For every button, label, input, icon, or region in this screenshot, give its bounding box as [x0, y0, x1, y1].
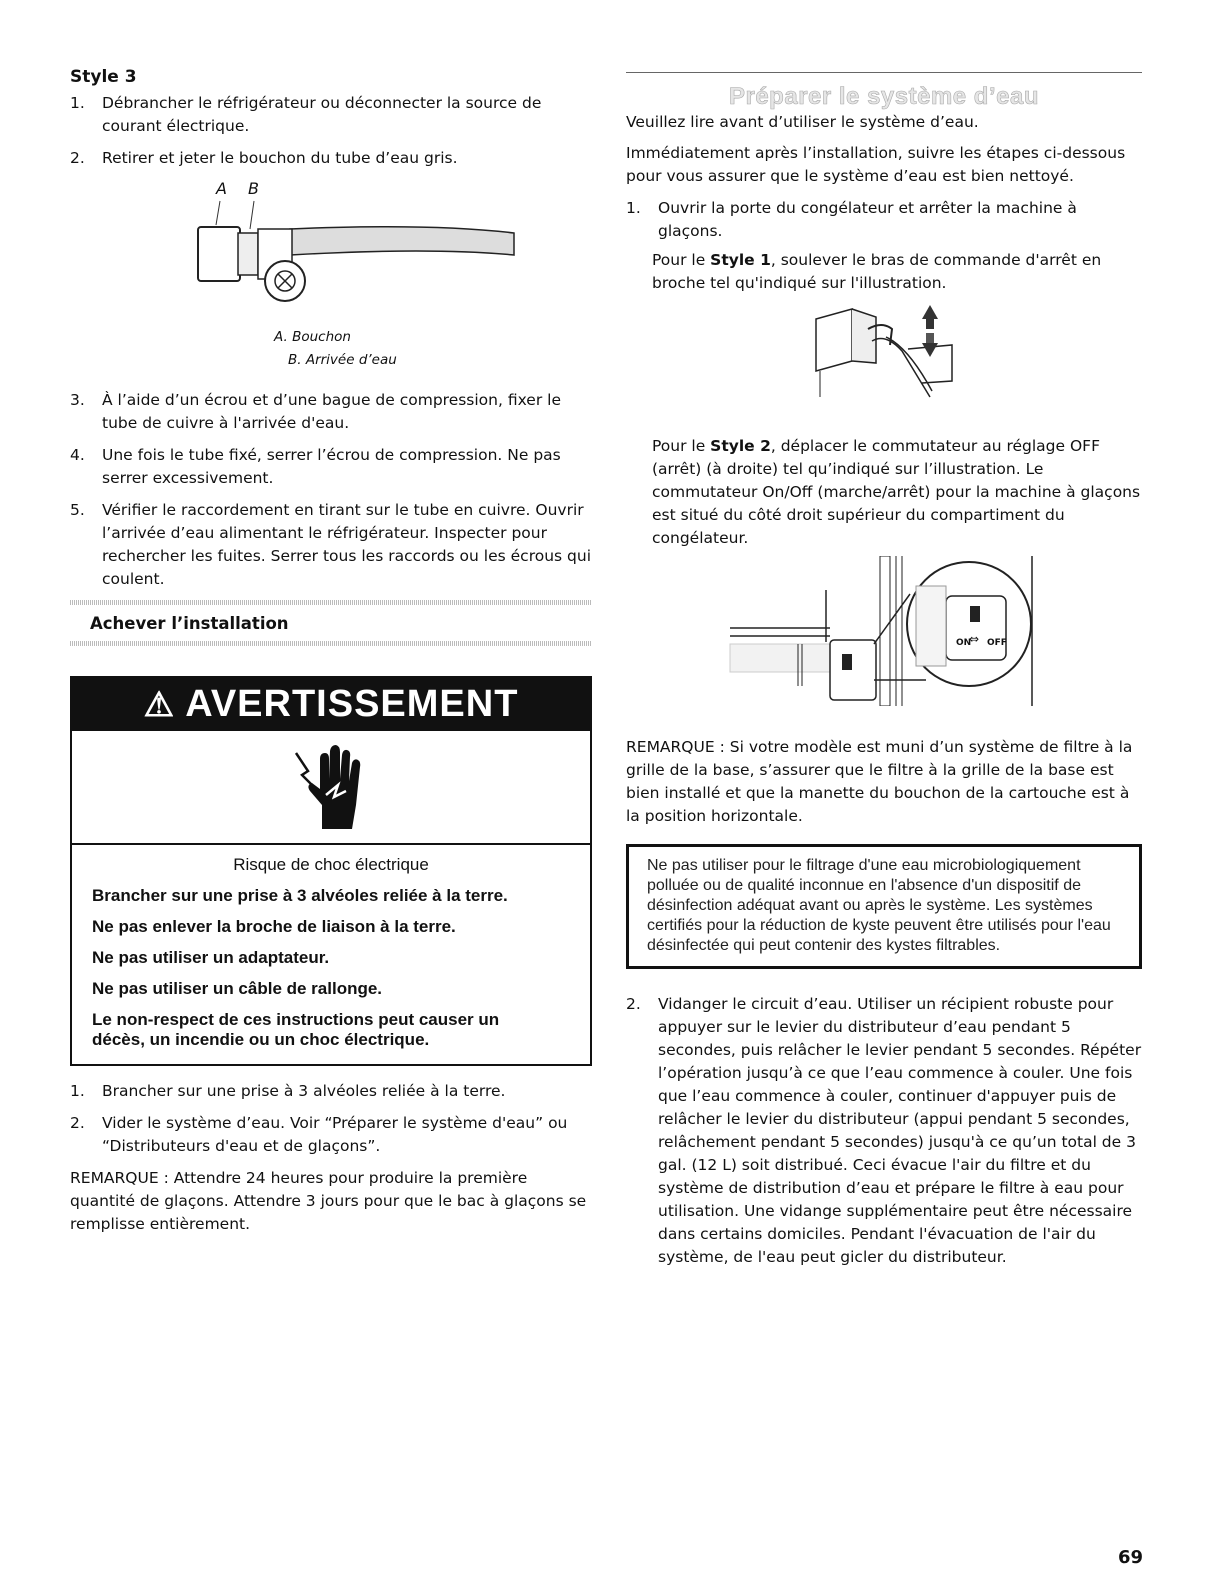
right-steps-2: [626, 993, 1142, 1269]
list-item: [70, 499, 592, 591]
label-b: B: [248, 179, 259, 198]
style2-bold: Style 2: [710, 437, 771, 455]
steps-list-b: [70, 389, 592, 591]
style2-pre: Pour le: [652, 437, 711, 455]
label-a: A: [216, 179, 227, 198]
electric-shock-hand-icon: [294, 745, 364, 831]
step-number: 2.: [626, 995, 641, 1013]
step-text: Une fois le tube fixé, serrer l’écrou de compression. Ne pas serrer excessivement.: [102, 446, 561, 487]
style1-paragraph: [626, 249, 1142, 295]
step-number: 4.: [70, 446, 85, 464]
step-number: 2.: [70, 1114, 85, 1132]
step-number: 3.: [70, 391, 85, 409]
caption-b: B. Arrivée d’eau: [288, 352, 397, 368]
warning-line: Ne pas utiliser un câble de rallonge.: [92, 979, 383, 998]
step-number: 1.: [626, 199, 641, 217]
step-text: Vider le système d’eau. Voir “Préparer le système d'eau” ou “Distributeurs d'eau et de glaçons”.: [102, 1114, 568, 1155]
style2-post: , déplacer le commutateur au réglage OFF (arrêt) (à droite) tel qu’indiqué sur l’illustration. Le commutateur On/Off (marche/arrêt) pour la machine à glaçons est situé du côté droit supérieur du compartiment du congélateur.: [652, 437, 1141, 547]
intro-paragraph: Immédiatement après l’installation, suivre les étapes ci-dessous pour vous assurer que le système d’eau est bien nettoyé.: [626, 144, 1126, 185]
water-inlet-figure: [70, 179, 592, 375]
remarque-label: REMARQUE :: [626, 738, 725, 756]
list-item: [70, 1080, 592, 1103]
step-number: 2.: [70, 149, 85, 167]
list-item: [70, 92, 592, 138]
page-number: 69: [1118, 1547, 1144, 1568]
list-item: [70, 389, 592, 435]
right-steps-1: [626, 197, 1142, 243]
step-text: Vérifier le raccordement en tirant sur le tube en cuivre. Ouvrir l’arrivée d’eau alimentant le réfrigérateur. Inspecter pour rechercher les fuites. Serrer tous les raccords ou les écrous qui coulent.: [102, 501, 591, 588]
warning-triangle-icon: ⚠: [143, 686, 176, 724]
switch-off-label: OFF: [987, 638, 1007, 648]
top-rule: [626, 72, 1142, 73]
step-text: Retirer et jeter le bouchon du tube d’eau gris.: [102, 149, 458, 167]
list-item: [626, 197, 1142, 243]
notice-text: Ne pas utiliser pour le filtrage d'une eau microbiologiquement polluée ou de qualité inconnue en l'absence d'un dispositif de désinfection adéquat avant ou après le système. Les systèmes certifiés pour la réduction de kyste peuvent être utilisés pour l'eau désinfectée qui peut contenir des kystes filtrables.: [647, 857, 1111, 954]
switch-arrow-icon: ⇔: [969, 632, 980, 646]
warning-header-text: AVERTISSEMENT: [185, 683, 519, 725]
shock-hazard-area: [72, 731, 590, 845]
on-off-switch-figure: [626, 556, 1142, 712]
step-text: Brancher sur une prise à 3 alvéoles reliée à la terre.: [102, 1082, 506, 1100]
warning-box: [70, 676, 592, 1066]
section-title: Achever l’installation: [90, 614, 289, 633]
section-title: Préparer le système d’eau: [728, 83, 1039, 110]
step-text: Débrancher le réfrigérateur ou déconnecter la source de courant électrique.: [102, 94, 542, 135]
right-remarque: [626, 736, 1142, 828]
style1-post: , soulever le bras de commande d'arrêt en broche tel qu'indiqué sur l'illustration.: [652, 251, 1102, 292]
water-inlet-illustration: [180, 199, 520, 319]
warning-risk: Risque de choc électrique: [233, 855, 429, 874]
warning-header: [72, 678, 590, 731]
step-number: 5.: [70, 501, 85, 519]
section-divider: [70, 641, 592, 646]
list-item: [70, 147, 592, 170]
style-3-heading: Style 3: [70, 67, 137, 87]
list-item: [70, 1112, 592, 1158]
warning-text: [72, 845, 590, 1064]
intro-paragraph: Veuillez lire avant d’utiliser le système d’eau.: [626, 113, 979, 131]
list-item: [626, 993, 1142, 1269]
list-item: [70, 444, 592, 490]
step-number: 1.: [70, 94, 85, 112]
warning-consequence: Le non-respect de ces instructions peut causer un décès, un incendie ou un choc électrique.: [92, 1010, 500, 1049]
filter-notice-box: [626, 844, 1142, 969]
left-column: [70, 66, 592, 1236]
caption-a: A. Bouchon: [274, 329, 351, 345]
style2-paragraph: [626, 435, 1142, 550]
warning-line: Ne pas enlever la broche de liaison à la terre.: [92, 917, 456, 936]
switch-on-label: ON: [956, 638, 972, 648]
steps-list-a: [70, 92, 592, 170]
warning-line: Brancher sur une prise à 3 alvéoles reliée à la terre.: [92, 886, 508, 905]
step-text: À l’aide d’un écrou et d’une bague de compression, fixer le tube de cuivre à l'arrivée d'eau.: [102, 391, 561, 432]
ice-maker-arm-illustration: [812, 301, 972, 421]
warning-line: Ne pas utiliser un adaptateur.: [92, 948, 330, 967]
steps-list-c: [70, 1080, 592, 1158]
style1-pre: Pour le: [652, 251, 711, 269]
step-number: 1.: [70, 1082, 85, 1100]
step-text: Ouvrir la porte du congélateur et arrêter la machine à glaçons.: [658, 199, 1077, 240]
step-text: Vidanger le circuit d’eau. Utiliser un récipient robuste pour appuyer sur le levier du distributeur d’eau pendant 5 secondes, puis relâcher le levier pendant 5 secondes. Répéter l’opération jusqu’à ce que l’eau commence à couler. Une fois que l’eau commence à couler, continuer d'appuyer puis de relâcher le levier du distributeur (appui pendant 5 secondes, relâchement pendant 5 secondes) jusqu'à ce qu’un total de 3 gal. (12 L) soit distribué. Ceci évacue l'air du filtre et du système de distribution d’eau et prépare le filtre à eau pour utilisation. Une vidange supplémentaire peut être nécessaire dans certains domiciles. Pendant l'évacuation de l'air du système, de l'eau peut gicler du distributeur.: [658, 995, 1142, 1266]
remarque-text: Attendre 24 heures pour produire la première quantité de glaçons. Attendre 3 jours pour que le bac à glaçons se remplisse entièrement.: [70, 1169, 587, 1233]
on-off-switch-illustration: [726, 556, 1046, 706]
remarque-label: REMARQUE :: [70, 1169, 169, 1187]
right-column: [626, 66, 1142, 1278]
left-remarque: [70, 1167, 592, 1236]
remarque-text: Si votre modèle est muni d’un système de filtre à la grille de la base, s’assurer que le filtre à la grille de la base est bien installé et que la manette du bouchon de la cartouche est à la position horizontale.: [626, 738, 1133, 825]
style1-bold: Style 1: [710, 251, 771, 269]
